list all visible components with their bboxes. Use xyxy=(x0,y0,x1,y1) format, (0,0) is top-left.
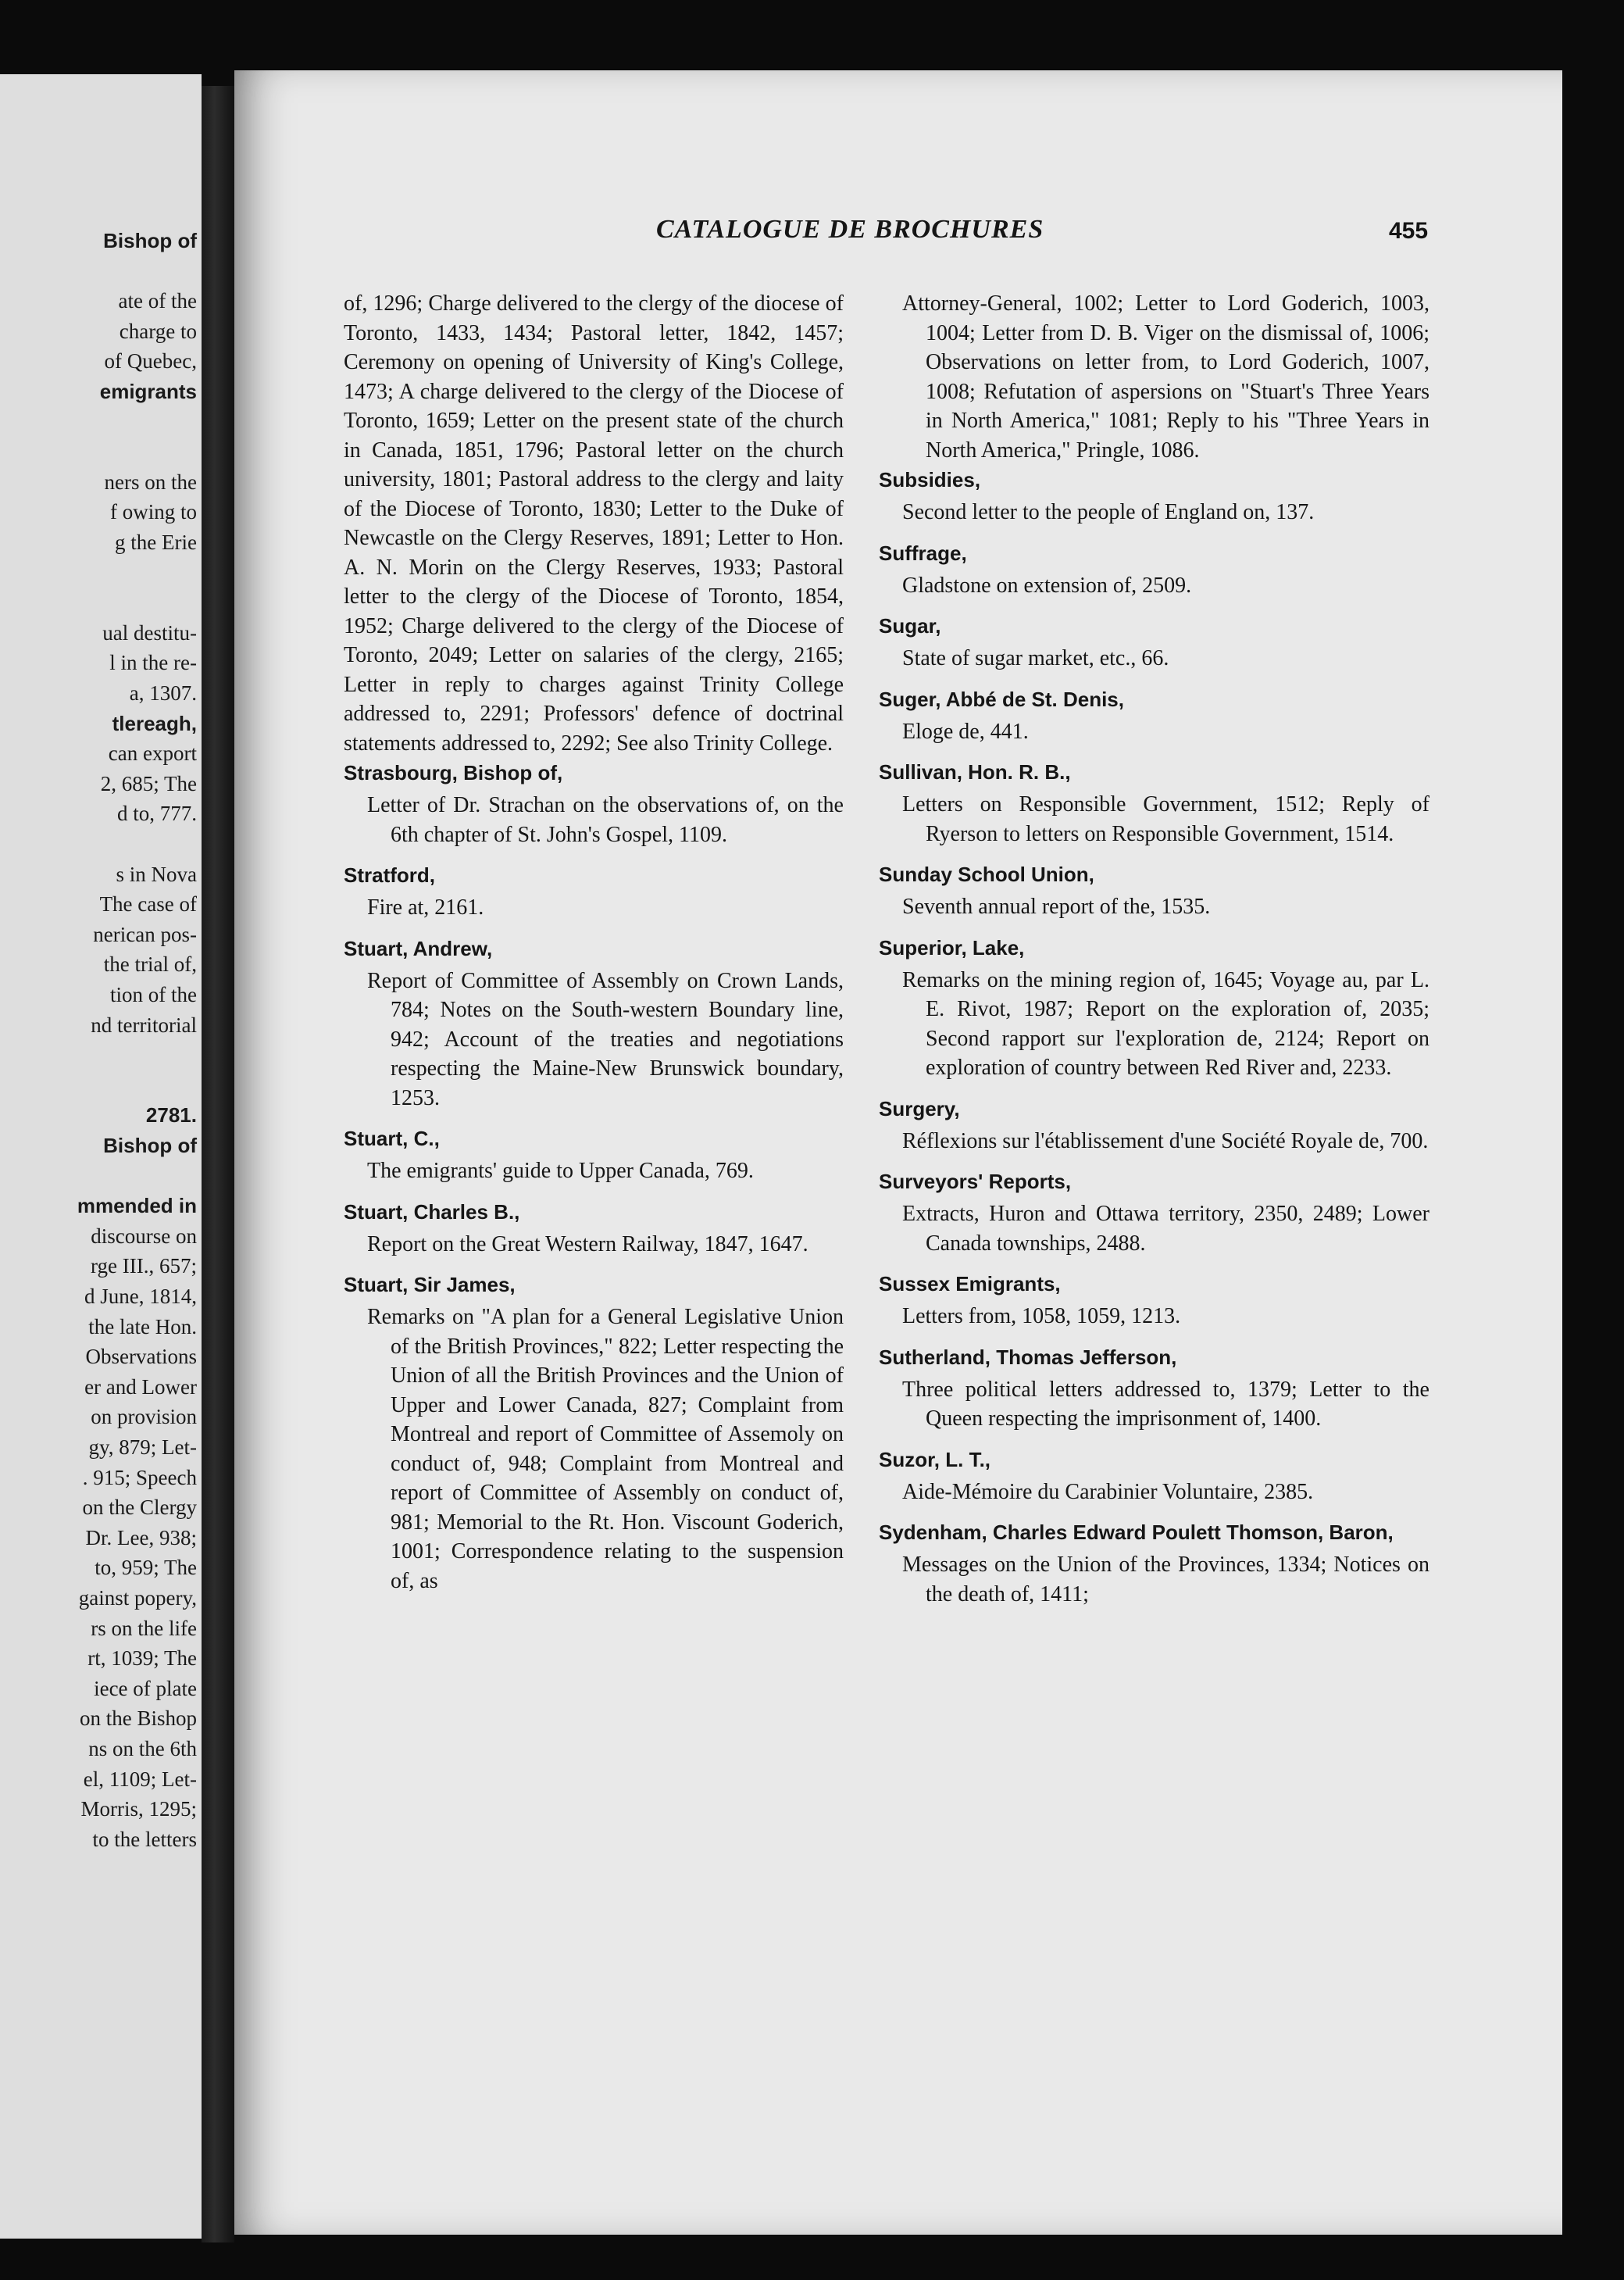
entry-body: Messages on the Union of the Provinces, 1334; Notices on the death of, 1411; xyxy=(902,1553,1429,1606)
left-page-line: can export xyxy=(108,742,197,766)
right-page xyxy=(234,70,1562,2235)
index-entry xyxy=(344,758,844,849)
entry-body: Report of Committee of Assembly on Crown Lands, 784; Notes on the South-western Boundary line, 942; Account of the treaties and negotiations respecting the Maine-New Brunswick boundary, 1253. xyxy=(367,968,844,1110)
entry-body: State of sugar market, etc., 66. xyxy=(902,646,1169,670)
entry-heading: Sydenham, Charles Edward Poulett Thomson, Baron, xyxy=(879,1521,1394,1544)
entry-body: Remarks on "A plan for a General Legislative Union of the British Provinces," 822; Letter respecting the Union of all the British Provinces and the Union of Upper and Lower Canada, 827; Complaint from Montreal and report of Committee of Assemoly on conduct of, 948; Complaint from Montreal and report of Committee of Assembly on conduct of, 981; Memorial to the Rt. Hon. Viscount Goderich, 1001; Correspondence relating to the suspension of, as xyxy=(367,1305,844,1593)
left-page-line: rt, 1039; The xyxy=(87,1646,197,1671)
left-page-line: nd territorial xyxy=(91,1013,197,1037)
entry-body: Letters on Responsible Government, 1512; Reply of Ryerson to letters on Responsible Government, 1514. xyxy=(902,792,1429,846)
index-entry xyxy=(879,1094,1429,1156)
index-entry xyxy=(344,1197,844,1260)
entry-heading: Suzor, L. T., xyxy=(879,1447,991,1471)
entry-heading: Surveyors' Reports, xyxy=(879,1170,1072,1193)
left-page-line: on the Clergy xyxy=(82,1496,197,1520)
entry-body: Remarks on the mining region of, 1645; Voyage au, par L. E. Rivot, 1987; Report on the exploration of, 2035; Second rapport sur l'exploration de, 2124; Report on exploration of country between Red River and, 2233. xyxy=(902,967,1429,1080)
left-page-line: f owing to xyxy=(110,500,197,524)
left-page-line: charge to xyxy=(119,319,197,343)
left-page-line: er and Lower xyxy=(84,1374,197,1399)
index-entry xyxy=(344,860,844,923)
entry-heading: Sutherland, Thomas Jefferson, xyxy=(879,1345,1177,1369)
entry-list xyxy=(344,758,844,1596)
left-page-line: Observations xyxy=(85,1345,197,1369)
index-entry xyxy=(879,538,1429,601)
left-page-line: ns on the 6th xyxy=(88,1737,197,1760)
left-page-line: ners on the xyxy=(104,470,197,494)
entry-heading: Suger, Abbé de St. Denis, xyxy=(879,687,1124,711)
left-page-line: . 915; Speech xyxy=(82,1465,197,1489)
entry-body: Extracts, Huron and Ottawa territory, 2350, 2489; Lower Canada townships, 2488. xyxy=(902,1202,1429,1256)
left-page-line: mmended in xyxy=(77,1194,197,1218)
left-page-line: g the Erie xyxy=(115,531,197,554)
left-page-line: 2781. xyxy=(145,1103,197,1127)
left-page-line: to the letters xyxy=(92,1827,197,1851)
left-page-line: emigrants xyxy=(99,380,197,403)
left-page-line: Dr. Lee, 938; xyxy=(85,1525,197,1549)
entry-body: Letters from, 1058, 1059, 1213. xyxy=(902,1304,1181,1328)
left-page-line: Bishop of xyxy=(103,1134,197,1157)
left-page-line: a, 1307. xyxy=(129,681,197,705)
index-entry xyxy=(879,859,1429,922)
entry-body: Aide-Mémoire du Carabinier Voluntaire, 2385. xyxy=(902,1479,1314,1504)
left-page-line: Morris, 1295; xyxy=(80,1797,197,1821)
left-page-line: d June, 1814, xyxy=(84,1285,197,1308)
entry-heading: Sugar, xyxy=(879,614,941,638)
index-entry xyxy=(879,1269,1429,1331)
left-page-line: d to, 777. xyxy=(116,802,197,826)
left-page-line: rs on the life xyxy=(91,1616,197,1640)
left-page-line: the trial of, xyxy=(103,952,197,977)
left-page-line: ate of the xyxy=(118,289,197,313)
entry-body: Second letter to the people of England on, 137. xyxy=(902,500,1315,524)
left-page-line: ual destitu- xyxy=(102,620,197,645)
entry-body: Eloge de, 441. xyxy=(902,719,1029,744)
entry-body: Gladstone on extension of, 2509. xyxy=(902,573,1192,598)
index-entry xyxy=(879,1342,1429,1434)
left-page-line: discourse on xyxy=(91,1224,197,1248)
entry-heading: Sussex Emigrants, xyxy=(879,1272,1061,1295)
index-entry xyxy=(344,1270,844,1596)
entry-heading: Stratford, xyxy=(344,863,435,887)
left-page-line: iece of plate xyxy=(94,1676,197,1700)
index-entry xyxy=(879,1167,1429,1258)
entry-heading: Suffrage, xyxy=(879,541,967,565)
entry-heading: Stuart, Charles B., xyxy=(344,1199,520,1224)
entry-heading: Strasbourg, Bishop of, xyxy=(344,761,563,784)
index-entry xyxy=(879,1445,1429,1507)
index-entry xyxy=(879,684,1429,747)
index-entry xyxy=(879,1517,1429,1609)
entry-heading: Sunday School Union, xyxy=(879,863,1094,886)
entry-body: Fire at, 2161. xyxy=(367,895,484,920)
left-page-line: rge III., 657; xyxy=(91,1254,197,1278)
entry-heading: Stuart, C., xyxy=(344,1127,440,1150)
entry-body: Seventh annual report of the, 1535. xyxy=(902,895,1211,919)
left-page-line: l in the re- xyxy=(109,651,197,675)
index-entry xyxy=(879,757,1429,849)
entry-heading: Surgery, xyxy=(879,1096,960,1120)
left-page-line: nerican pos- xyxy=(93,922,197,946)
entry-heading: Sullivan, Hon. R. B., xyxy=(879,760,1071,784)
left-page-line: gainst popery, xyxy=(78,1586,197,1610)
entry-body: The emigrants' guide to Upper Canada, 769. xyxy=(367,1159,754,1183)
left-page-line: the late Hon. xyxy=(88,1314,197,1338)
left-page-fragment xyxy=(0,74,202,2239)
column-left xyxy=(344,289,844,1606)
left-page-line: on the Bishop xyxy=(79,1706,197,1731)
entry-body: Report on the Great Western Railway, 1847, 1647. xyxy=(367,1231,808,1256)
left-page-line: of Quebec, xyxy=(104,349,197,373)
index-entry xyxy=(879,465,1429,527)
entry-body: Three political letters addressed to, 1379; Letter to the Queen respecting the imprisonment of, 1400. xyxy=(902,1377,1429,1431)
page-number: 455 xyxy=(1389,218,1429,244)
entry-heading: Subsidies, xyxy=(879,468,981,491)
left-page-line: to, 959; The xyxy=(95,1556,197,1580)
entry-list xyxy=(879,465,1429,1609)
entry-heading: Superior, Lake, xyxy=(879,935,1025,960)
continuation-text: of, 1296; Charge delivered to the clergy of the diocese of Toronto, 1433, 1434; Pastoral letter, 1842, 1457; Ceremony on opening of University of King's College, 1473; A charge delivered to the clergy of the Diocese of Toronto, 1659; Letter on the present state of the church in Canada, 1851, 1796; Pastoral letter on the church university, 1801; Pastoral address to the clergy and laity of the Diocese of Toronto, 1830; Letter to the Duke of Newcastle on the Clergy Reserves, 1891; Letter to Hon. A. N. Morin on the Clergy Reserves, 1933; Pastoral letter to the clergy of the Diocese of Toronto, 1854, 1952; Charge delivered to the clergy of the Diocese of Toronto, 2049; Letter on salaries of the clergy, 2165; Letter in reply to charges against Trinity College addressed to, 2291; Professors' defence of doctrinal statements addressed to, 2292; See also Trinity College. xyxy=(344,291,844,756)
left-page-line: on provision xyxy=(91,1405,197,1429)
index-entry xyxy=(879,933,1429,1083)
entry-heading: Stuart, Andrew, xyxy=(344,936,493,960)
left-page-line: tion of the xyxy=(110,983,197,1006)
index-entry xyxy=(344,934,844,1113)
left-page-line: el, 1109; Let- xyxy=(83,1767,197,1791)
entry-body: Letter of Dr. Strachan on the observations of, on the 6th chapter of St. John's Gospel, 1109. xyxy=(367,793,844,847)
entry-body: Réflexions sur l'établissement d'une Société Royale de, 700. xyxy=(902,1128,1429,1153)
index-entry xyxy=(344,1124,844,1186)
left-page-line: s in Nova xyxy=(116,862,197,886)
left-page-line: tlereagh, xyxy=(112,711,197,735)
continuation-text: Attorney-General, 1002; Letter to Lord Goderich, 1003, 1004; Letter from D. B. Viger on the dismissal of, 1006; Observations on letter from, to Lord Goderich, 1007, 1008; Refutation of aspersions on "Stuart's Three Years in North America," 1081; Reply to his "Three Years in North America," Pringle, 1086. xyxy=(902,291,1429,463)
left-page-line: 2, 685; The xyxy=(100,771,197,795)
column-right xyxy=(879,289,1429,1620)
left-page-line: The case of xyxy=(99,892,197,917)
page-header xyxy=(234,215,1562,254)
index-entry xyxy=(879,611,1429,674)
left-page-line: Bishop of xyxy=(103,229,197,252)
entry-heading: Stuart, Sir James, xyxy=(344,1273,516,1296)
running-title: CATALOGUE DE BROCHURES xyxy=(656,215,1044,244)
book-gutter xyxy=(202,86,234,2242)
left-page-line: gy, 879; Let- xyxy=(88,1435,197,1459)
